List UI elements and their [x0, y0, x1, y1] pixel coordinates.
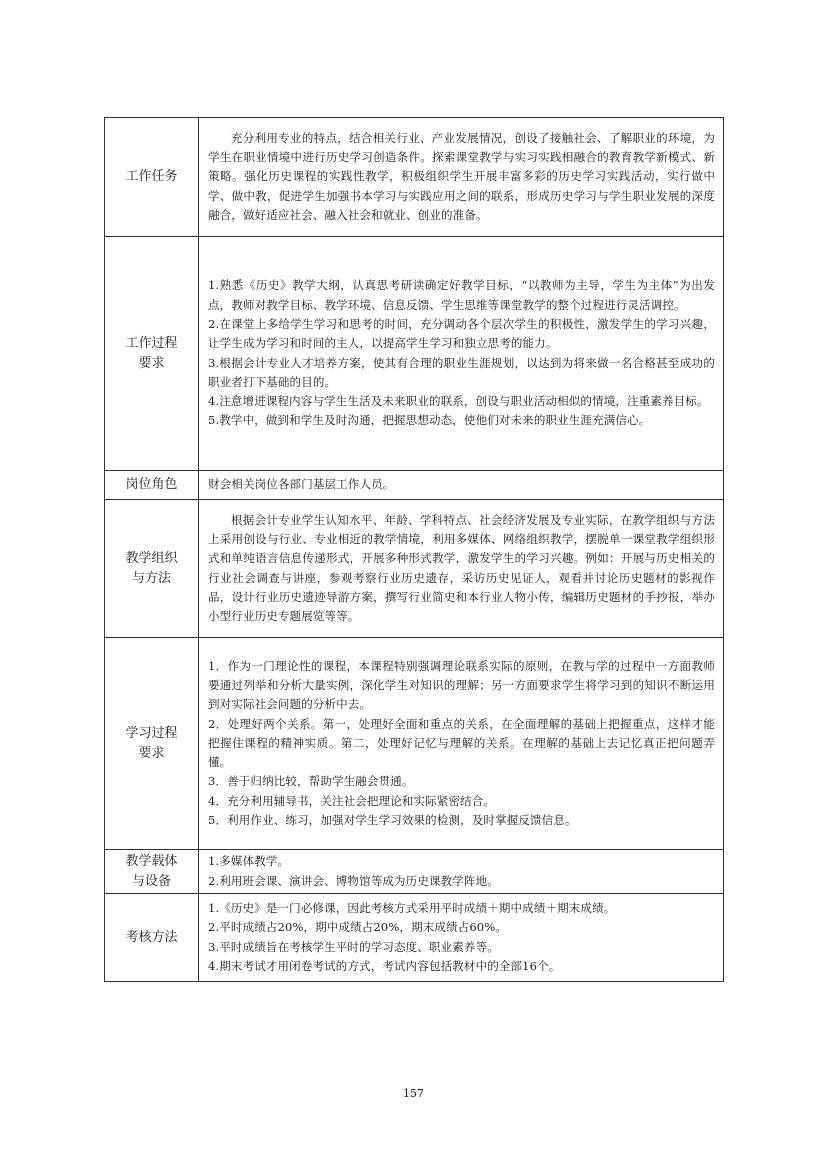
row-label-process-line2: 要求: [138, 355, 165, 371]
assessment-content: [199, 894, 724, 982]
row-label-task: 工作任务: [105, 118, 199, 237]
assessment-item: 2.平时成绩占20%，期中成绩占20%，期末成绩占60%。: [208, 920, 508, 935]
table-row-carrier: [105, 850, 724, 894]
row-label-role: 岗位角色: [105, 471, 199, 500]
table-row-task: [105, 118, 724, 237]
table-row-learning: [105, 638, 724, 850]
process-item: 2.在课堂上多给学生学习和思考的时间，充分调动各个层次学生的积极性，激发学生的学习兴趣，让学生成为学习和时间的主人，以提高学生学习和独立思考的能力。: [208, 316, 715, 351]
row-label-assessment: 考核方法: [105, 894, 199, 982]
process-item: 1.熟悉《历史》教学大纲，认真思考研读确定好教学目标，“以教师为主导，学生为主体”为出发点，教师对教学目标、教学环境、信息反馈、学生思维等课堂教学的整个过程进行灵活调控。: [208, 278, 715, 312]
task-content: [199, 118, 724, 237]
row-label-carrier-line2: 与设备: [131, 873, 171, 889]
page-number: 157: [403, 1087, 424, 1100]
row-label-process-line1: 工作过程: [125, 335, 178, 351]
learning-item: 3．善于归纳比较，帮助学生融会贯通。: [208, 774, 414, 789]
row-label-method-line1: 教学组织: [125, 550, 178, 566]
carrier-item: 2.利用班会课、演讲会、博物馆等成为历史课教学阵地。: [208, 873, 499, 888]
method-text: 根据会计专业学生认知水平、年龄、学科特点、社会经济发展及专业实际，在教学组织与方法上采用创设与行业、专业相近的教学情境，利用多媒体、网络组织教学，摆脱单一课堂教学组织形式和单纯语言信息传递形式，开展多种形式教学，激发学生的学习兴趣。例如：开展与历史相关的行业社会调查与讲座，参观考察行业历史遗存，采访历史见证人，观看并讨论历史题材的影视作品，设计行业历史遗迹导游方案，撰写行业简史和本行业人物小传，编辑历史题材的手抄报，举办小型行业历史专题展览等等。: [208, 512, 715, 624]
learning-content: [199, 638, 724, 850]
role-content: [199, 471, 724, 500]
carrier-content: [199, 850, 724, 894]
process-content: [199, 237, 724, 471]
learning-item: 2．处理好两个关系。第一，处理好全面和重点的关系，在全面理解的基础上把握重点，这样才能把握住课程的精神实质。第二，处理好记忆与理解的关系。在理解的基础上去记忆真正把问题弄懂。: [208, 716, 715, 770]
course-info-table: [104, 117, 724, 982]
learning-item: 4．充分利用辅导书，关注社会把理论和实际紧密结合。: [208, 793, 496, 808]
assessment-item: 1.《历史》是一门必修课，因此考核方式采用平时成绩＋期中成绩＋期末成绩。: [208, 900, 616, 915]
task-text: 充分利用专业的特点，结合相关行业、产业发展情况，创设了接触社会、了解职业的环境，为学生在职业情境中进行历史学习创造条件。探索课堂教学与实习实践相融合的教育教学新模式、新策略。强化历史课程的实践性教学，积极组织学生开展丰富多彩的历史学习实践活动，实行做中学、做中教，促进学生加强书本学习与实践应用之间的联系，形成历史学习与学生职业发展的深度融合，做好适应社会、融入社会和就业、创业的准备。: [208, 130, 715, 222]
table-row-role: [105, 471, 724, 500]
row-label-carrier-line1: 教学载体: [125, 853, 178, 869]
process-item: 4.注意增进课程内容与学生生活及未来职业的联系，创设与职业活动相似的情境，注重素养目标。: [208, 394, 709, 409]
learning-item: 1．作为一门理论性的课程，本课程特别强调理论联系实际的原则，在教与学的过程中一方面教师要通过列举和分析大量实例，深化学生对知识的理解；另一方面要求学生将学习到的知识不断运用到对实际社会问题的分析中去。: [208, 658, 715, 712]
table-row-method: [105, 500, 724, 638]
process-item: 3.根据会计专业人才培养方案，使其有合理的职业生涯规划，以达到为将来做一名合格甚至成功的职业者打下基础的目的。: [208, 355, 715, 389]
row-label-method: [105, 500, 199, 638]
row-label-method-line2: 与方法: [131, 570, 171, 586]
row-label-process: [105, 237, 199, 471]
method-content: [199, 500, 724, 638]
table-row-process: [105, 237, 724, 471]
row-label-learning-line1: 学习过程: [125, 725, 178, 741]
assessment-item: 3.平时成绩旨在考核学生平时的学习态度、职业素养等。: [208, 939, 499, 954]
row-label-learning: [105, 638, 199, 850]
assessment-item: 4.期末考试才用闭卷考试的方式，考试内容包括教材中的全部16个。: [208, 958, 561, 973]
carrier-item: 1.多媒体教学。: [208, 854, 290, 869]
row-label-carrier: [105, 850, 199, 894]
process-item: 5.教学中，做到和学生及时沟通，把握思想动态，使他们对未来的职业生涯充满信心。: [208, 413, 651, 428]
table-row-assessment: [105, 894, 724, 982]
row-label-learning-line2: 要求: [138, 745, 165, 761]
role-text: 财会相关岗位各部门基层工作人员。: [208, 477, 395, 492]
learning-item: 5．利用作业、练习，加强对学生学习效果的检测，及时掌握反馈信息。: [208, 813, 577, 828]
